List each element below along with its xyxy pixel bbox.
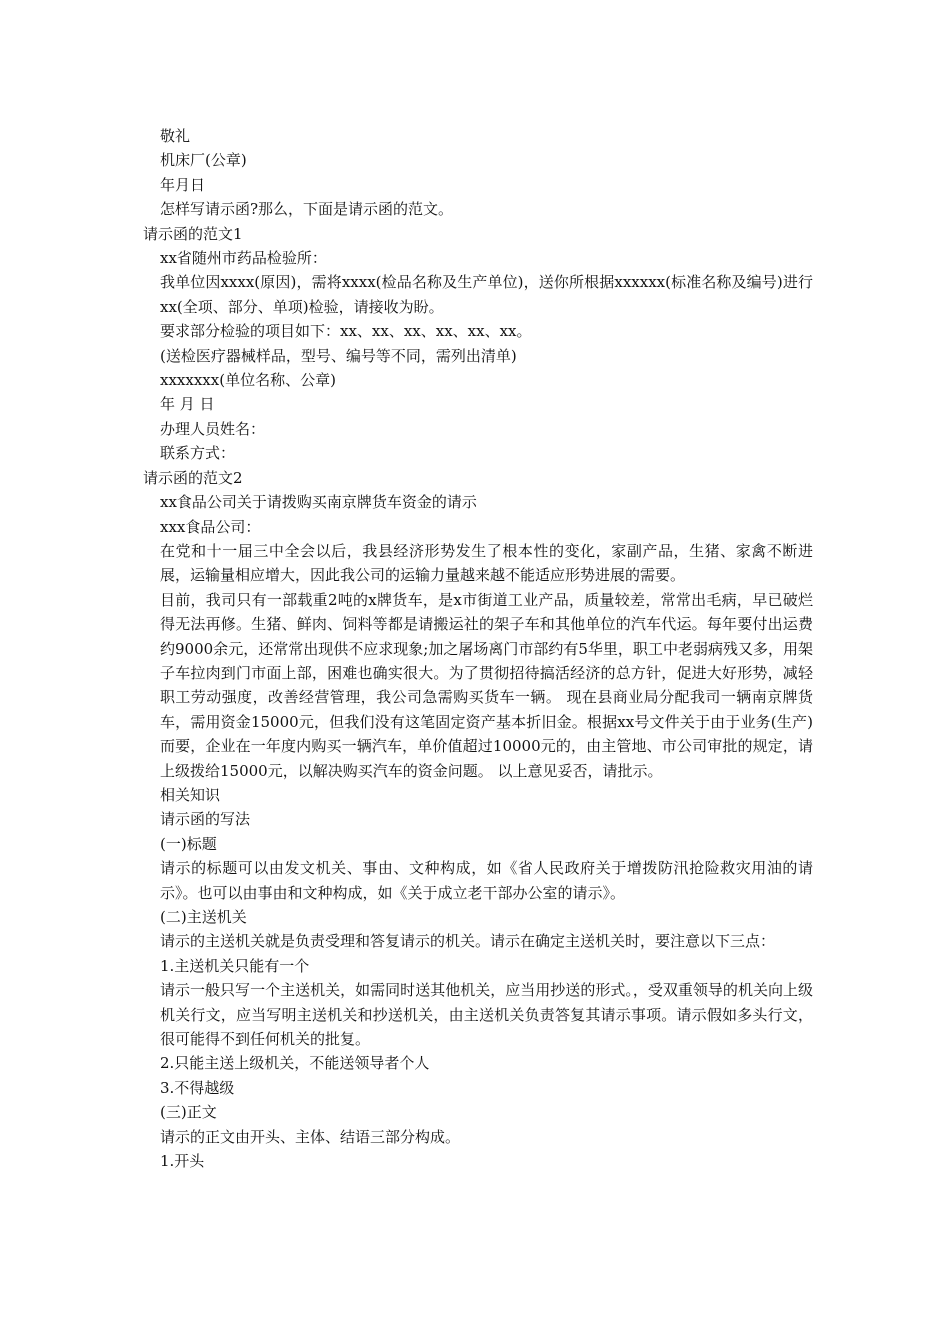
paragraph-addressee: xx省随州市药品检验所： xyxy=(160,249,327,268)
paragraph-point-1: 1.主送机关只能有一个 xyxy=(160,956,310,975)
paragraph-heading-body: (三)正文 xyxy=(160,1103,217,1122)
paragraph-body-explanation: 请示的正文由开头、主体、结语三部分构成。 xyxy=(160,1127,461,1146)
paragraph-point-2: 2.只能主送上级机关，不能送领导者个人 xyxy=(160,1054,430,1073)
paragraph-inspection-items: 要求部分检验的项目如下：xx、xx、xx、xx、xx、xx。 xyxy=(160,322,532,341)
paragraph-contact: 联系方式： xyxy=(160,444,236,463)
paragraph-addressee-2: xxx食品公司： xyxy=(160,517,261,536)
paragraph-unit-seal: xxxxxxx(单位名称、公章) xyxy=(160,371,336,390)
paragraph-related-knowledge: 相关知识 xyxy=(160,785,221,804)
paragraph-date-blank: 年 月 日 xyxy=(160,395,215,414)
paragraph-title-explanation: 请示的标题可以由发文机关、事由、文种构成，如《省人民政府关于增拨防汛抢险救灾用油的请示》。也可以由事由和文种构成，如《关于成立老干部办公室的请示》。 xyxy=(160,859,813,902)
paragraph-date: 年月日 xyxy=(160,175,206,194)
section-heading-sample-2: 请示函的范文2 xyxy=(143,468,243,487)
paragraph-signature: 机床厂(公章) xyxy=(160,151,247,170)
section-heading-sample-1: 请示函的范文1 xyxy=(143,224,243,243)
paragraph-background: 在党和十一届三中全会以后，我县经济形势发生了根本性的变化，家副产品，生猪、家禽不断进展，运输量相应增大，因此我公司的运输力量越来越不能适应形势进展的需要。 xyxy=(160,541,813,585)
paragraph-opening: 1.开头 xyxy=(160,1152,205,1171)
paragraph-current-situation: 目前，我司只有一部载重2吨的x牌货车，是x市街道工业产品，质量较差，常常出毛病，早已破烂得无法再修。生猪、鲜肉、饲料等都是请搬运社的架子车和其他单位的汽车代运。每年要付出运费约9000余元，还常常出现供不应求现象;加之屠场离门市部约有5华里，职工中老弱病残又多，用架子车拉肉到门市面上部，困难也确实很大。为了贯彻招待搞活经济的总方针，促进大好形势，减轻职工劳动强度，改善经营管理，我公司急需购买货车一辆。 现在县商业局分配我司一辆南京牌货车，需用资金15000元，但我们没有这笔固定资产基本折旧金。根据xx号文件关于由于业务(生产)而要，企业在一年度内购买一辆汽车，单价值超过10000元的，由主管地、市公司审批的规定，请上级拨给15000元，以解决购买汽车的资金问题。 以上意见妥否，请批示。 xyxy=(160,590,813,780)
paragraph-point-3: 3.不得越级 xyxy=(160,1078,235,1097)
paragraph-intro: 怎样写请示函?那么，下面是请示函的范文。 xyxy=(160,200,454,219)
paragraph-heading-recipient: (二)主送机关 xyxy=(160,908,247,926)
paragraph-request-body: 我单位因xxxx(原因)，需将xxxx(检品名称及生产单位)，送你所根据xxxxxx(标准名称及编号)进行xx(全项、部分、单项)检验，请接收为盼。 xyxy=(160,273,813,316)
document-body xyxy=(143,124,813,1173)
paragraph-handler-name: 办理人员姓名： xyxy=(160,419,266,438)
paragraph-salutation: 敬礼 xyxy=(160,127,191,145)
paragraph-heading-title: (一)标题 xyxy=(160,834,217,853)
paragraph-recipient-explanation: 请示的主送机关就是负责受理和答复请示的机关。请示在确定主送机关时，要注意以下三点： xyxy=(160,932,776,951)
paragraph-writing-method: 请示函的写法 xyxy=(160,810,251,829)
paragraph-note: (送检医疗器械样品，型号、编号等不同，需列出清单) xyxy=(160,346,517,365)
paragraph-point-1-explanation: 请示一般只写一个主送机关，如需同时送其他机关，应当用抄送的形式。，受双重领导的机关向上级机关行文，应当写明主送机关和抄送机关，由主送机关负责答复其请示事项。请示假如多头行文，很可能得不到任何机关的批复。 xyxy=(160,981,813,1049)
paragraph-request-title: xx食品公司关于请拨购买南京牌货车资金的请示 xyxy=(160,493,477,512)
